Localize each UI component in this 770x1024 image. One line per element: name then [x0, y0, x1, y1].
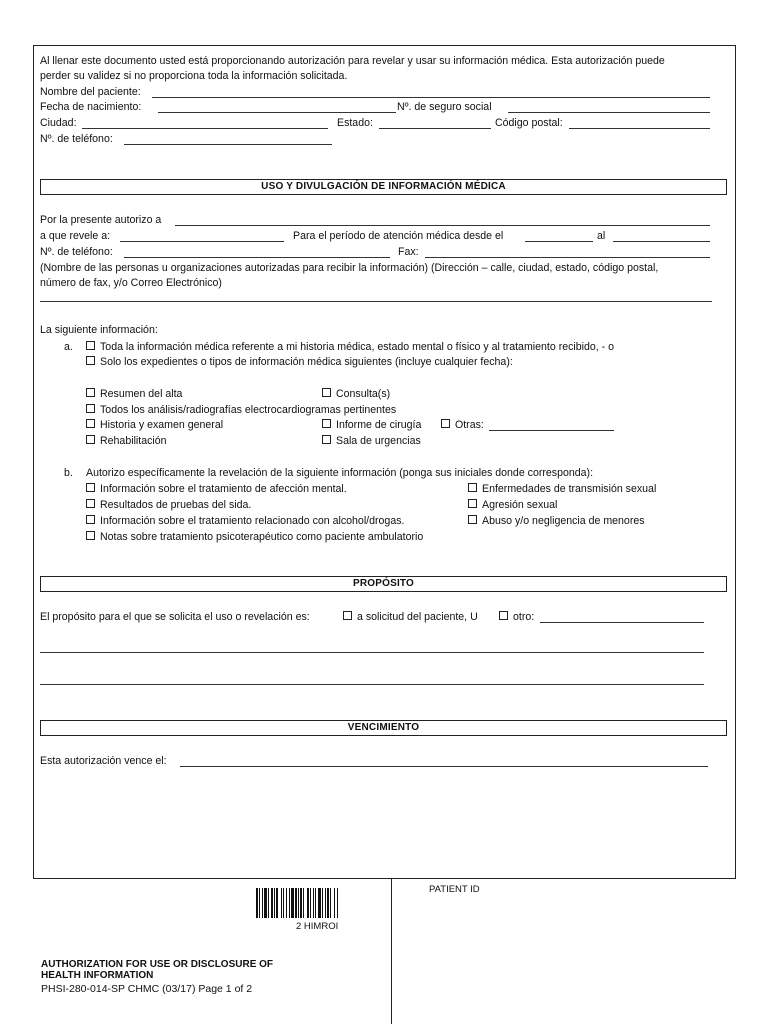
item-label: Resumen del alta [100, 388, 183, 400]
reveal-to-label: a que revele a: [40, 230, 111, 242]
item-consult[interactable] [322, 387, 390, 401]
patient-name-field[interactable] [152, 97, 710, 98]
b-item-psych[interactable] [86, 530, 423, 544]
item-history[interactable] [86, 418, 223, 432]
item-rehab[interactable] [86, 434, 167, 448]
checkbox[interactable] [86, 499, 95, 508]
purpose-other-field[interactable] [540, 622, 704, 623]
barcode [256, 888, 380, 918]
item-discharge[interactable] [86, 387, 182, 401]
zip-label: Código postal: [495, 117, 563, 129]
patient-phone-label: Nº. de teléfono: [40, 133, 113, 145]
item-label: Consulta(s) [336, 388, 391, 400]
city-label: Ciudad: [40, 117, 77, 129]
item-label: Rehabilitación [100, 435, 167, 447]
item-label: Resultados de pruebas del sida. [100, 499, 252, 511]
b-item-aids[interactable] [86, 498, 251, 512]
checkbox[interactable] [86, 419, 95, 428]
checkbox[interactable] [441, 419, 450, 428]
b-item-abuse[interactable] [468, 514, 645, 528]
checkbox[interactable] [86, 435, 95, 444]
option-b-title: Autorizo específicamente la revelación de la siguiente información (ponga sus iniciales donde corresponda): [86, 467, 594, 479]
checkbox[interactable] [86, 356, 95, 365]
option-label: Solo los expedientes o tipos de información médica siguientes (incluye cualquier fecha): [100, 356, 513, 368]
info-title: La siguiente información: [40, 324, 158, 336]
period-label: Para el período de atención médica desde el [293, 230, 504, 242]
ssn-field[interactable] [508, 112, 710, 113]
recipient-extra-field[interactable] [40, 301, 712, 302]
form-title-line-1: AUTHORIZATION FOR USE OR DISCLOSURE OF [41, 959, 274, 970]
period-to-label: al [597, 230, 606, 242]
checkbox[interactable] [468, 483, 477, 492]
purpose-line-1[interactable] [40, 652, 704, 653]
checkbox[interactable] [468, 515, 477, 524]
checkbox[interactable] [343, 611, 352, 620]
checkbox[interactable] [322, 419, 331, 428]
option-a-specific-info[interactable] [86, 355, 513, 369]
b-item-alcohol[interactable] [86, 514, 404, 528]
purpose-label: El propósito para el que se solicita el uso o revelación es: [40, 611, 310, 623]
option-label: otro: [513, 611, 535, 623]
recipient-phone-field[interactable] [124, 257, 390, 258]
reveal-to-field[interactable] [120, 241, 284, 242]
checkbox[interactable] [468, 499, 477, 508]
b-item-mental[interactable] [86, 482, 347, 496]
dob-field[interactable] [158, 112, 396, 113]
item-label: Agresión sexual [482, 499, 558, 511]
expiry-label: Esta autorización vence el: [40, 755, 167, 767]
checkbox[interactable] [86, 531, 95, 540]
checkbox[interactable] [322, 435, 331, 444]
option-label: a solicitud del paciente, U [357, 611, 478, 623]
item-other[interactable] [441, 418, 484, 432]
item-label: Información sobre el tratamiento relacionado con alcohol/drogas. [100, 515, 405, 527]
state-label: Estado: [337, 117, 373, 129]
authorize-field[interactable] [175, 225, 710, 226]
item-surgery[interactable] [322, 418, 421, 432]
other-field[interactable] [489, 430, 614, 431]
item-label: Abuso y/o negligencia de menores [482, 515, 645, 527]
checkbox[interactable] [86, 341, 95, 350]
option-a-marker: a. [64, 341, 73, 353]
form-title-line-2: HEALTH INFORMATION [41, 970, 154, 981]
checkbox[interactable] [322, 388, 331, 397]
item-label: Enfermedades de transmisión sexual [482, 483, 657, 495]
state-field[interactable] [379, 128, 491, 129]
intro-line-2: perder su validez si no proporciona toda la información solicitada. [40, 70, 348, 82]
purpose-line-2[interactable] [40, 684, 704, 685]
expiry-field[interactable] [180, 766, 708, 767]
patient-phone-field[interactable] [124, 144, 332, 145]
section-header-expiry: VENCIMIENTO [40, 720, 727, 736]
item-label: Informe de cirugía [336, 419, 422, 431]
checkbox[interactable] [499, 611, 508, 620]
item-tests[interactable] [86, 403, 396, 417]
patient-name-label: Nombre del paciente: [40, 86, 141, 98]
checkbox[interactable] [86, 515, 95, 524]
form-code: PHSI-280-014-SP CHMC (03/17) Page 1 of 2 [41, 983, 253, 995]
city-field[interactable] [82, 128, 328, 129]
recipient-phone-label: Nº. de teléfono: [40, 246, 113, 258]
checkbox[interactable] [86, 388, 95, 397]
fax-label: Fax: [398, 246, 419, 258]
recipient-note-line-2: número de fax, y/o Correo Electrónico) [40, 277, 222, 289]
option-label: Toda la información médica referente a mi historia médica, estado mental o físico y al tratamiento recibido, - o [100, 341, 615, 353]
item-label: Notas sobre tratamiento psicoterapéutico como paciente ambulatorio [100, 531, 424, 543]
item-label: Otras: [455, 419, 484, 431]
item-label: Información sobre el tratamiento de afección mental. [100, 483, 347, 495]
item-label: Todos los análisis/radiografías electrocardiogramas pertinentes [100, 404, 397, 416]
period-from-field[interactable] [525, 241, 593, 242]
option-a-all-info[interactable] [86, 340, 614, 354]
dob-label: Fecha de nacimiento: [40, 101, 142, 113]
recipient-note-line-1: (Nombre de las personas u organizaciones autorizadas para recibir la información) (Dirección – calle, ciudad, estado, código postal, [40, 262, 659, 274]
section-header-use-disclosure: USO Y DIVULGACIÓN DE INFORMACIÓN MÉDICA [40, 179, 727, 195]
patient-id-label: PATIENT ID [429, 884, 480, 895]
purpose-patient-request[interactable] [343, 610, 478, 624]
intro-line-1: Al llenar este documento usted está proporcionando autorización para revelar y usar su información médica. Esta autorización puede [40, 55, 665, 67]
item-label: Sala de urgencias [336, 435, 421, 447]
purpose-other[interactable] [499, 610, 534, 624]
b-item-std[interactable] [468, 482, 656, 496]
option-b-marker: b. [64, 467, 73, 479]
checkbox[interactable] [86, 404, 95, 413]
period-to-field[interactable] [613, 241, 710, 242]
fax-field[interactable] [425, 257, 710, 258]
ssn-label: Nº. de seguro social [397, 101, 492, 113]
authorize-label: Por la presente autorizo a [40, 214, 162, 226]
checkbox[interactable] [86, 483, 95, 492]
item-er[interactable] [322, 434, 421, 448]
section-header-purpose: PROPÓSITO [40, 576, 727, 592]
barcode-text: 2 HIMROI [296, 921, 339, 932]
footer-divider [391, 879, 392, 1024]
zip-field[interactable] [569, 128, 710, 129]
item-label: Historia y examen general [100, 419, 224, 431]
b-item-assault[interactable] [468, 498, 557, 512]
